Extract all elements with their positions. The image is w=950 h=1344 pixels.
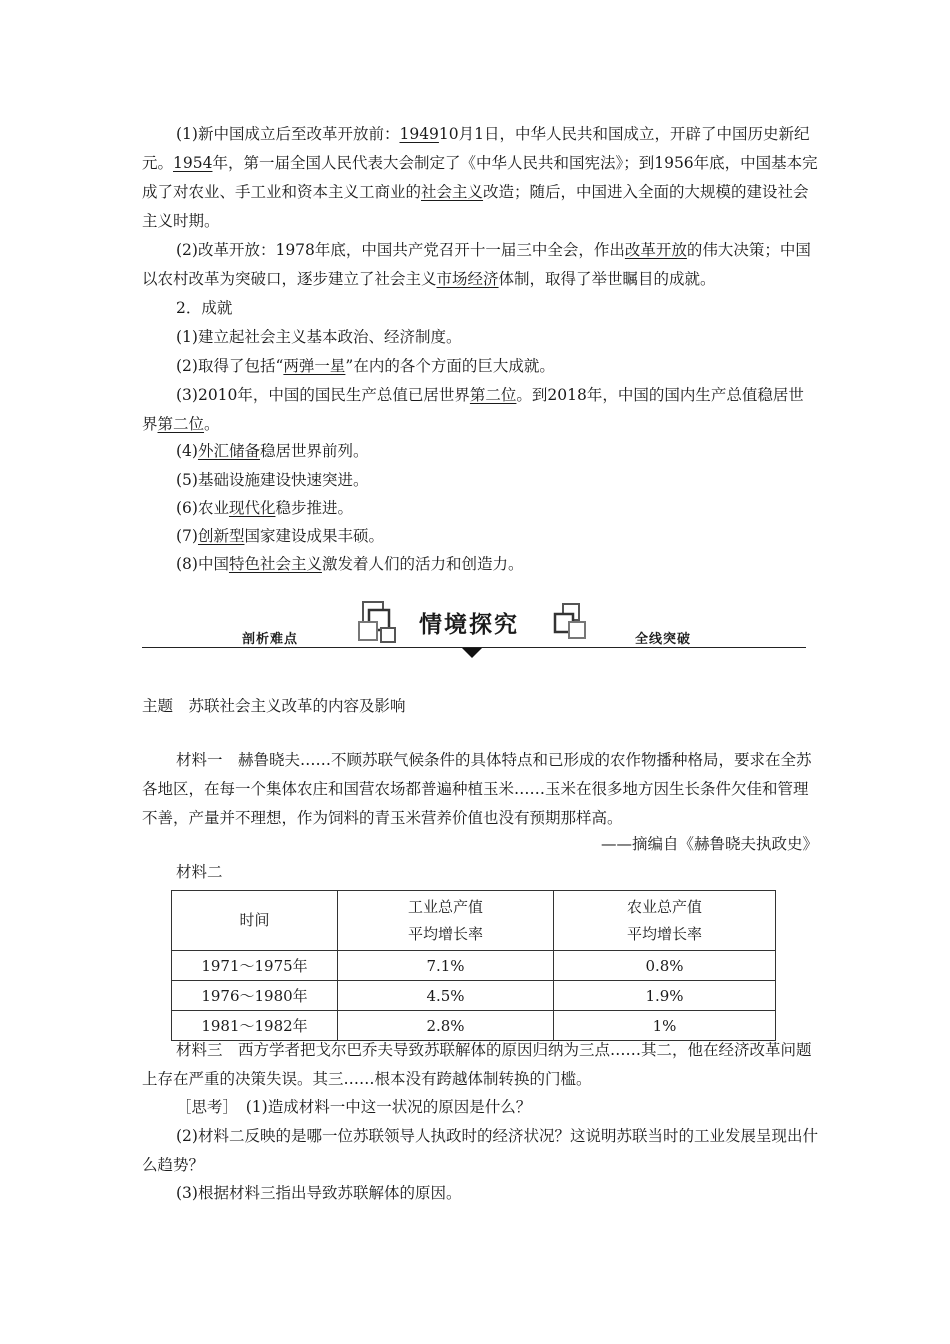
cell-agriculture-rate: 0.8% (554, 951, 776, 981)
achievement-6 (142, 494, 818, 523)
underlined-answer: 两弹一星 (283, 357, 346, 375)
text-span: 改造；随后，中国进入全面的大规模的建设社会主义时期。 (142, 183, 809, 230)
text-span: (2)改革开放：1978年底，中国共产党召开十一届三中全会，作出 (176, 241, 625, 259)
underlined-answer: 现代化 (228, 499, 276, 517)
underlined-answer: 1949 (399, 125, 439, 143)
overlapping-squares-icon (551, 602, 589, 644)
text-span: (7) (176, 527, 198, 545)
text-span: 工业总产值 (407, 897, 483, 916)
underlined-answer: 特色社会主义 (228, 555, 322, 573)
text-span: 稳步推进。 (275, 499, 353, 517)
underlined-answer: 第二位 (469, 386, 517, 404)
text-span: (2)取得了包括“ (176, 357, 284, 375)
material-two-label: 材料二 (176, 863, 223, 881)
achievement-2 (142, 352, 818, 381)
paragraph-reform-opening (142, 236, 818, 294)
achievement-5: (5)基础设施建设快速突进。 (176, 471, 369, 489)
table-row (172, 981, 776, 1011)
banner-title: 情境探究 (419, 612, 519, 638)
text-span: 的伟大决策；中国以农村改革为突破口，逐步建立了社会主义 (142, 241, 811, 288)
table-row (172, 951, 776, 981)
text-span: 国家建设成果丰硕。 (244, 527, 384, 545)
text-span: (4) (176, 442, 198, 460)
question-3: (3)根据材料三指出导致苏联解体的原因。 (176, 1184, 462, 1202)
cell-industry-rate: 7.1% (338, 951, 554, 981)
underlined-answer: 社会主义 (421, 183, 484, 201)
banner-triangle-marker (462, 648, 482, 658)
question-1: ［思考］ (1)造成材料一中这一状况的原因是什么？ (176, 1098, 532, 1116)
achievement-3 (142, 381, 818, 439)
achievement-1: (1)建立起社会主义基本政治、经济制度。 (176, 328, 462, 346)
header-time: 时间 (172, 891, 338, 951)
text-span: 。到2018年，中国的国内生产总值稳居世界 (142, 386, 804, 433)
text-span: 激发着人们的活力和创造力。 (321, 555, 524, 573)
banner-left-text: 剖析难点 (242, 632, 299, 647)
underlined-answer: 市场经济 (436, 270, 499, 288)
text-span: (1)新中国成立后至改革开放前： (176, 125, 400, 143)
underlined-answer: 改革开放 (624, 241, 687, 259)
material-three: 材料三 西方学者把戈尔巴乔夫导致苏联解体的原因归纳为三点……其二，他在经济改革问题上存在严重的决策失误。其三……根本没有跨越体制转换的门槛。 (142, 1041, 812, 1088)
underlined-answer: 1954 (173, 154, 213, 172)
text-span: 年，第一届全国人民代表大会制定了《中华人民共和国宪法》；到1956年底，中国基本完成了对农业、手工业和资本主义工商业的 (142, 154, 818, 201)
text-span: 。 (204, 415, 220, 433)
achievement-8 (142, 550, 818, 579)
cell-agriculture-rate: 1.9% (554, 981, 776, 1011)
text-span: (8)中国 (176, 555, 229, 573)
achievement-7 (142, 522, 818, 551)
growth-rate-table (171, 890, 776, 1041)
text-span: 平均增长率 (626, 924, 702, 943)
section-banner (142, 598, 806, 660)
cell-period: 1971～1975年 (172, 951, 338, 981)
achievements-heading: 2．成就 (176, 299, 233, 317)
text-span: (6)农业 (176, 499, 229, 517)
cell-industry-rate: 2.8% (338, 1011, 554, 1041)
header-industry (338, 891, 554, 951)
text-span: 平均增长率 (407, 924, 483, 943)
cell-industry-rate: 4.5% (338, 981, 554, 1011)
underlined-answer: 第二位 (157, 415, 205, 433)
banner-right-text: 全线突破 (635, 632, 692, 647)
underlined-answer: 外汇储备 (197, 442, 260, 460)
achievement-4 (142, 437, 818, 466)
cell-agriculture-rate: 1% (554, 1011, 776, 1041)
text-span: 10月1日，中华人民共和国成立，开辟了中国历史新纪元。 (142, 125, 810, 172)
material-one-source: ——摘编自《赫鲁晓夫执政史》 (600, 835, 818, 853)
text-span: 农业总产值 (626, 897, 702, 916)
header-agriculture (554, 891, 776, 951)
underlined-answer: 创新型 (197, 527, 245, 545)
table-header-row (172, 891, 776, 951)
text-span: (3)2010年，中国的国民生产总值已居世界 (176, 386, 470, 404)
cell-period: 1981～1982年 (172, 1011, 338, 1041)
topic-heading: 主题 苏联社会主义改革的内容及影响 (142, 697, 406, 715)
text-span: 稳居世界前列。 (259, 442, 369, 460)
text-span: ”在内的各个方面的巨大成就。 (345, 357, 555, 375)
cell-period: 1976～1980年 (172, 981, 338, 1011)
overlapping-squares-icon (357, 600, 401, 646)
paragraph-before-reform (142, 120, 818, 236)
material-one: 材料一 赫鲁晓夫……不顾苏联气候条件的具体特点和已形成的农作物播种格局，要求在全苏各地区，在每一个集体农庄和国营农场都普遍种植玉米……玉米在很多地方因生长条件欠佳和管理不善，产量并不理想，作为饲料的青玉米营养价值也没有预期那样高。 (142, 751, 812, 827)
text-span: 体制，取得了举世瞩目的成就。 (498, 270, 716, 288)
question-2: (2)材料二反映的是哪一位苏联领导人执政时的经济状况？这说明苏联当时的工业发展呈现出什么趋势？ (142, 1127, 818, 1174)
